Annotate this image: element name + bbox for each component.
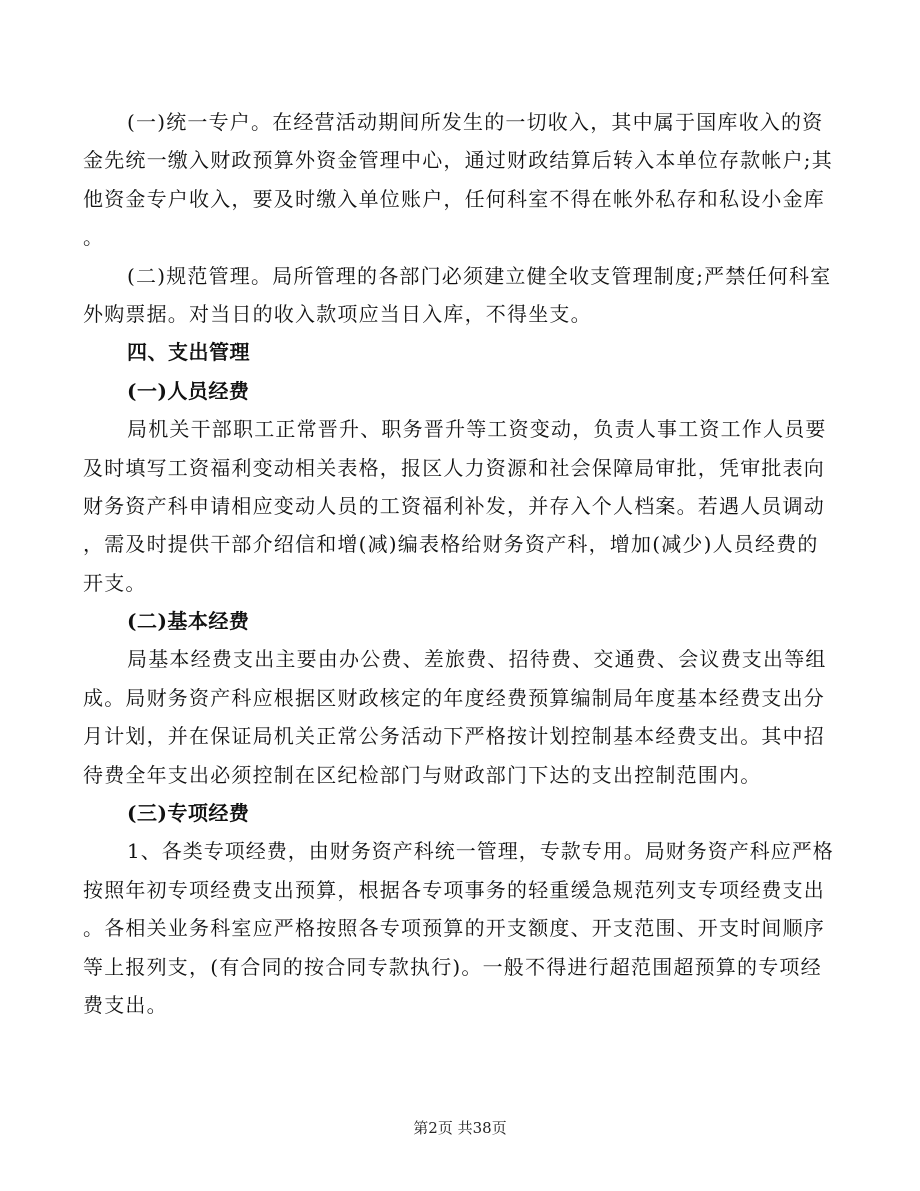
body-text-line: 。 xyxy=(83,225,105,250)
body-text-line: (二)规范管理。局所管理的各部门必须建立健全收支管理制度;严禁任何科室 xyxy=(127,263,832,288)
section-heading: 四、支出管理 xyxy=(127,340,250,365)
body-text-line: 局机关干部职工正常晋升、职务晋升等工资变动，负责人事工资工作人员要 xyxy=(127,417,827,442)
body-text-line: 外购票据。对当日的收入款项应当日入库，不得坐支。 xyxy=(83,301,592,326)
body-text-line: 。各相关业务科室应严格按照各专项预算的开支额度、开支范围、开支时间顺序 xyxy=(83,916,825,941)
body-text-line: 开支。 xyxy=(83,570,147,595)
body-text-line: 月计划，并在保证局机关正常公务活动下严格按计划控制基本经费支出。其中招 xyxy=(83,724,825,749)
body-text-line: ，需及时提供干部介绍信和增(减)编表格给财务资产科，增加(减少)人员经费的 xyxy=(83,532,819,557)
body-text-line: 金先统一缴入财政预算外资金管理中心，通过财政结算后转入本单位存款帐户;其 xyxy=(83,148,833,173)
body-text-line: 财务资产科申请相应变动人员的工资福利补发，并存入个人档案。若遇人员调动 xyxy=(83,493,825,518)
body-text-line: 成。局财务资产科应根据区财政核定的年度经费预算编制局年度基本经费支出分 xyxy=(83,685,825,710)
body-text-line: (一)统一专户。在经营活动期间所发生的一切收入，其中属于国库收入的资 xyxy=(127,110,824,134)
section-heading: (三)专项经费 xyxy=(127,801,250,826)
section-heading: (一)人员经费 xyxy=(127,378,250,403)
document-body xyxy=(83,103,835,1024)
body-text-line: 等上报列支，(有合同的按合同专款执行)。一般不得进行超范围超预算的专项经 xyxy=(83,954,822,979)
body-text-line: 按照年初专项经费支出预算，根据各专项事务的轻重缓急规范列支专项经费支出 xyxy=(83,877,825,902)
section-heading: (二)基本经费 xyxy=(127,609,250,634)
body-text-line: 费支出。 xyxy=(83,992,168,1017)
body-text-line: 待费全年支出必须控制在区纪检部门与财政部门下达的支出控制范围内。 xyxy=(83,762,762,787)
body-text-line: 他资金专户收入，要及时缴入单位账户，任何科室不得在帐外私存和私设小金库 xyxy=(83,186,825,211)
body-text-line: 及时填写工资福利变动相关表格，报区人力资源和社会保障局审批，凭审批表向 xyxy=(83,455,825,480)
body-text-line: 1、各类专项经费，由财务资产科统一管理，专款专用。局财务资产科应严格 xyxy=(127,839,834,864)
page-number-footer: 第2页 共38页 xyxy=(413,1119,507,1137)
body-text-line: 局基本经费支出主要由办公费、差旅费、招待费、交通费、会议费支出等组 xyxy=(127,647,827,672)
